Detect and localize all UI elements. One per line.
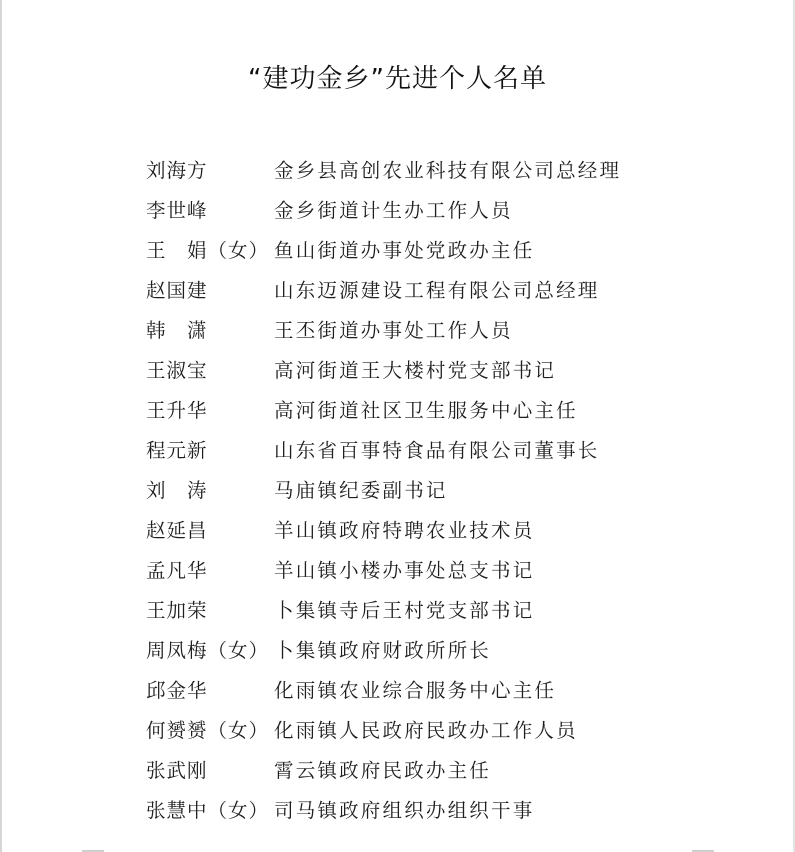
person-name: 王淑宝 <box>146 359 208 382</box>
person-position: 马庙镇纪委副书记 <box>274 479 448 502</box>
person-name: 赵国建 <box>146 279 208 302</box>
person-position: 羊山镇政府特聘农业技术员 <box>274 519 535 542</box>
list-item <box>146 751 621 791</box>
person-name: 李世峰 <box>146 199 208 222</box>
list-item <box>146 191 621 231</box>
list-item <box>146 151 621 191</box>
person-position: 卜集镇寺后王村党支部书记 <box>274 599 535 622</box>
person-position: 山东省百事特食品有限公司董事长 <box>274 439 600 462</box>
person-position: 鱼山街道办事处党政办主任 <box>274 239 535 262</box>
person-position: 金乡街道计生办工作人员 <box>274 199 513 222</box>
person-position: 霄云镇政府民政办主任 <box>274 759 492 782</box>
list-item <box>146 471 621 511</box>
list-item <box>146 431 621 471</box>
person-name: 刘海方 <box>146 159 208 182</box>
person-position: 王丕街道办事处工作人员 <box>274 319 513 342</box>
person-name: 王加荣 <box>146 599 208 622</box>
person-position: 山东迈源建设工程有限公司总经理 <box>274 279 600 302</box>
list-item <box>146 311 621 351</box>
person-position: 卜集镇政府财政所所长 <box>274 639 492 662</box>
person-name: 孟凡华 <box>146 559 208 582</box>
person-name: 刘 涛 <box>146 479 208 502</box>
list-item <box>146 791 621 831</box>
person-name: 周凤梅（女） <box>146 639 270 662</box>
list-item <box>146 231 621 271</box>
list-item <box>146 591 621 631</box>
list-item <box>146 351 621 391</box>
document-title: “建功金乡”先进个人名单 <box>248 64 547 94</box>
person-position: 高河街道社区卫生服务中心主任 <box>274 399 578 422</box>
person-name: 张慧中（女） <box>146 799 270 822</box>
person-name: 程元新 <box>146 439 208 462</box>
person-position: 化雨镇农业综合服务中心主任 <box>274 679 557 702</box>
list-item <box>146 551 621 591</box>
person-position: 司马镇政府组织办组织干事 <box>274 799 535 822</box>
person-position: 高河街道王大楼村党支部书记 <box>274 359 557 382</box>
page-left-edge <box>0 0 2 852</box>
person-position: 金乡县高创农业科技有限公司总经理 <box>274 159 622 182</box>
list-item <box>146 391 621 431</box>
person-position: 化雨镇人民政府民政办工作人员 <box>274 719 578 742</box>
person-name: 王 娟（女） <box>146 239 270 262</box>
person-name: 王升华 <box>146 399 208 422</box>
person-name: 邱金华 <box>146 679 208 702</box>
honoree-list <box>146 151 621 831</box>
list-item <box>146 711 621 751</box>
list-item <box>146 671 621 711</box>
person-name: 韩 潇 <box>146 319 208 342</box>
list-item <box>146 631 621 671</box>
list-item <box>146 511 621 551</box>
person-name: 赵延昌 <box>146 519 208 542</box>
list-item <box>146 271 621 311</box>
person-position: 羊山镇小楼办事处总支书记 <box>274 559 535 582</box>
person-name: 何赟赟（女） <box>146 719 270 742</box>
person-name: 张武刚 <box>146 759 208 782</box>
